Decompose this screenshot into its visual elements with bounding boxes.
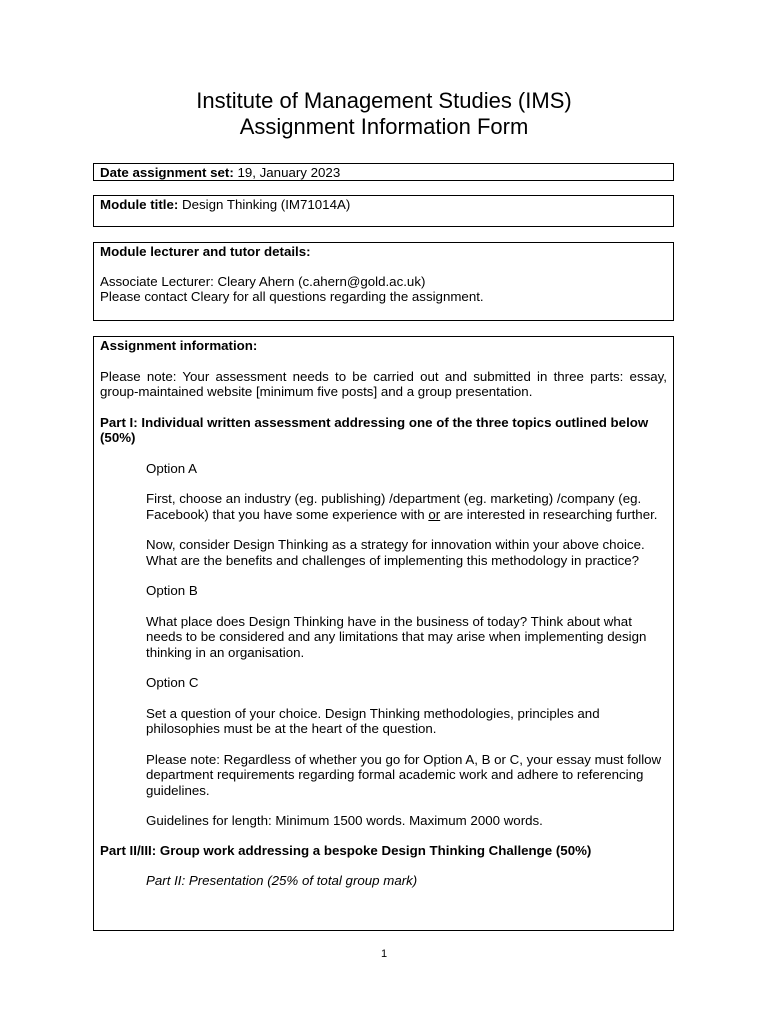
module-title-box — [93, 195, 674, 227]
lecturer-contact-line: Please contact Cleary for all questions regarding the assignment. — [100, 289, 484, 304]
date-set-box — [93, 163, 674, 181]
option-c-title: Option C — [146, 675, 199, 690]
form-title: Assignment Information Form — [239, 114, 529, 139]
option-a-title: Option A — [146, 460, 198, 476]
module-title-label: Module title: — [100, 197, 179, 212]
part2-subheading: Part II: Presentation (25% of total group mark) — [146, 873, 418, 888]
form-institute-title: Institute of Management Studies (IMS) — [196, 88, 572, 113]
date-set-label: Date assignment set: — [100, 165, 234, 180]
assignment-info-label: Assignment information: — [100, 338, 258, 353]
option-a-or-underlined: or — [428, 506, 441, 522]
option-c-paragraph: Set a question of your choice. Design Thinking methodologies, principles and philosophies must be at the heart of the question. — [146, 705, 600, 736]
option-b-paragraph: What place does Design Thinking have in the business of today? Think about what needs to be considered and any limitations that may arise when implementing design thinking in an organisation. — [146, 613, 647, 660]
part23-heading: Part II/III: Group work addressing a bespoke Design Thinking Challenge (50%) — [100, 842, 592, 858]
page-number: 1 — [380, 948, 388, 960]
lecturer-name-line: Associate Lecturer: Cleary Ahern (c.ahern@gold.ac.uk) — [100, 273, 426, 289]
lecturer-details-box — [93, 242, 674, 321]
option-b-title: Option B — [146, 583, 198, 598]
lecturer-details-label: Module lecturer and tutor details: — [100, 244, 311, 259]
module-title-value: Design Thinking (IM71014A) — [182, 197, 351, 212]
part1-heading: Part I: Individual written assessment addressing one of the three topics outlined below (50%) — [100, 414, 649, 445]
option-a-paragraph-2: Now, consider Design Thinking as a strategy for innovation within your above choice. What are the benefits and challenges of implementing this methodology in practice? — [146, 537, 645, 568]
length-guidelines: Guidelines for length: Minimum 1500 words. Maximum 2000 words. — [146, 813, 543, 828]
date-set-value: 19, January 2023 — [237, 165, 341, 180]
assignment-note: Please note: Your assessment needs to be carried out and submitted in three parts: essay, group-maintained website [minimum five posts] and a group presentation. — [100, 368, 667, 399]
option-a-paragraph-1: First, choose an industry (eg. publishing) /department (eg. marketing) /company (eg. Facebook) that you have some experience with or are interested in researching further. — [146, 491, 658, 522]
assignment-info-box — [93, 336, 674, 931]
regardless-note: Please note: Regardless of whether you go for Option A, B or C, your essay must follow department requirements regarding formal academic work and adhere to referencing guidelines. — [146, 751, 662, 798]
